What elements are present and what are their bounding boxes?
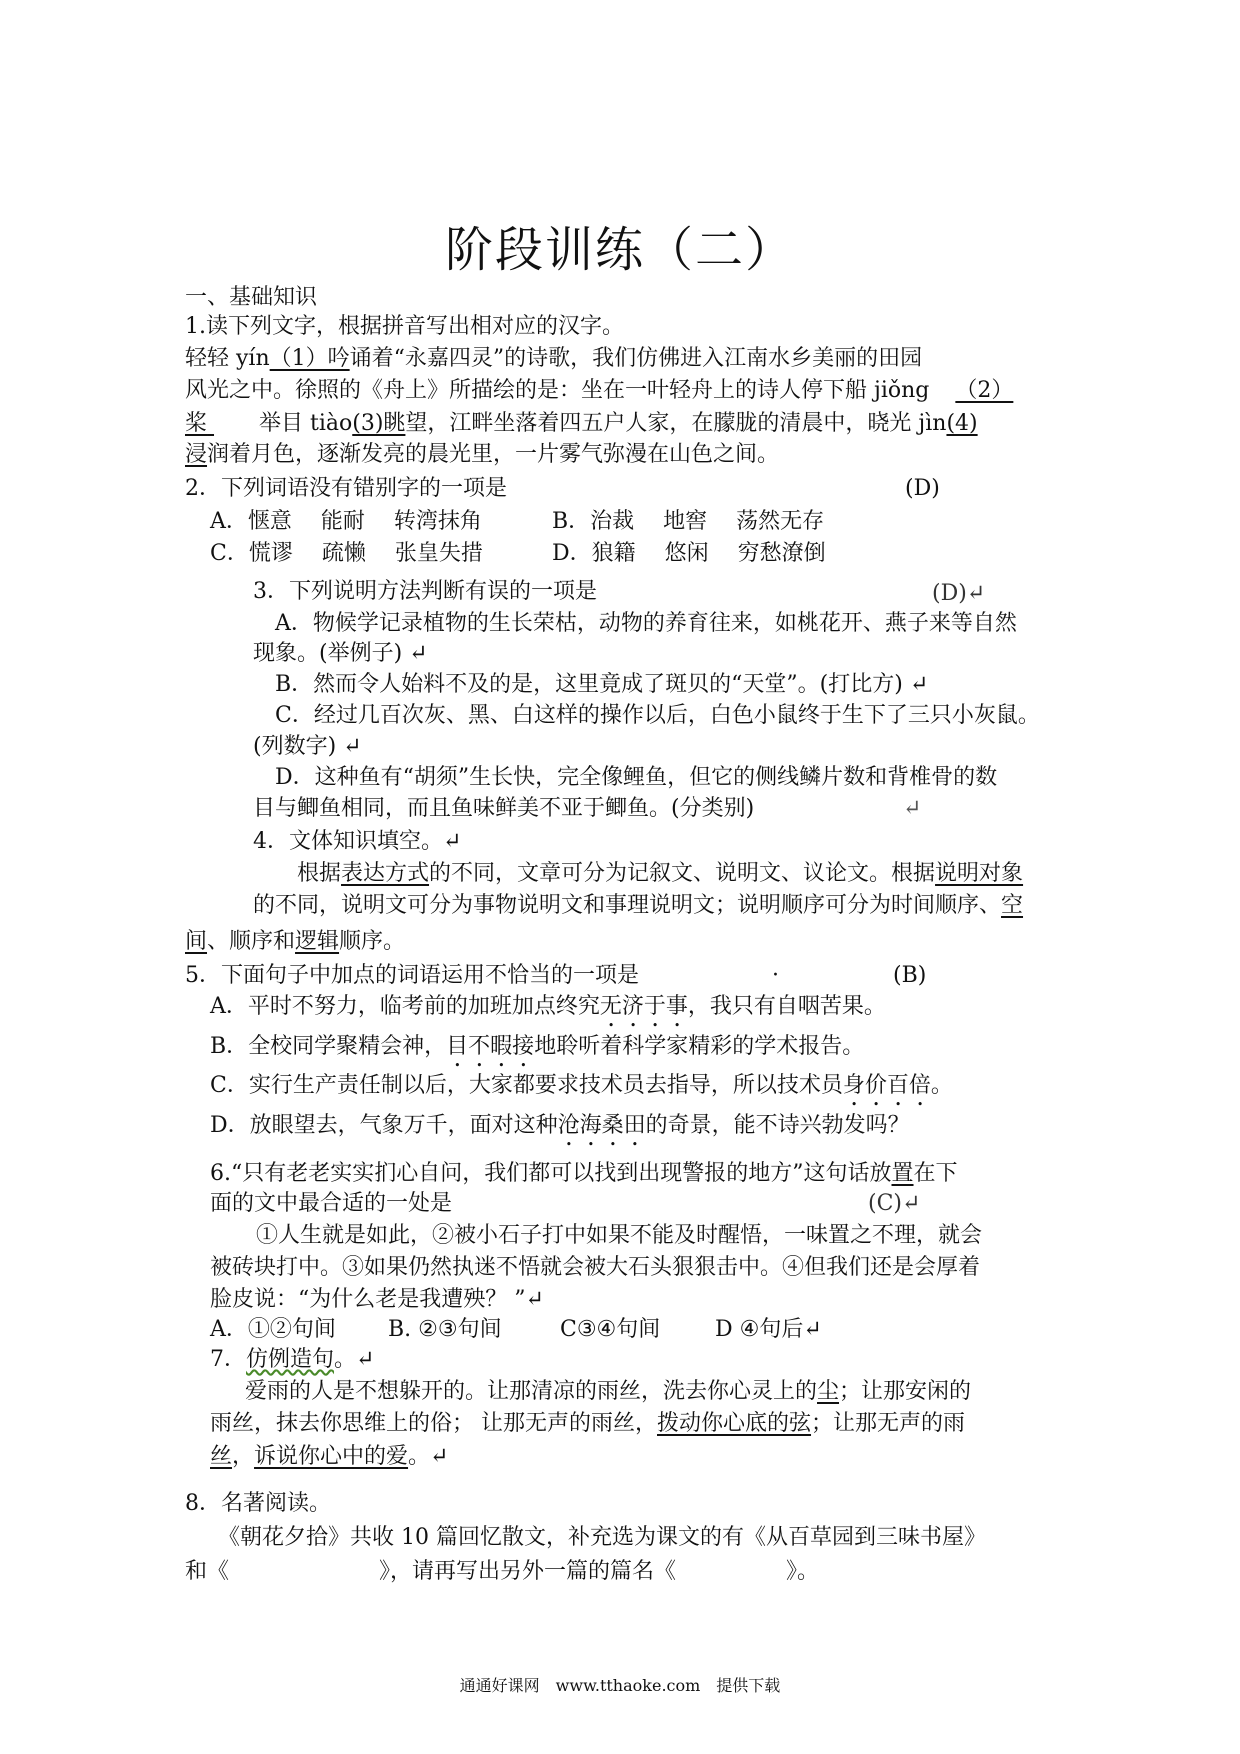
q6-line-2: 面的文中最合适的一处是 — [210, 1191, 453, 1216]
q4-l3-b: 、顺序和 — [207, 929, 296, 954]
q5-stem: 5．下面句子中加点的词语运用不恰当的一项是 — [185, 963, 639, 988]
q7-line-1 — [245, 1378, 971, 1406]
q1-l4-b: 润着月色，逐渐发亮的晨光里，一片雾气弥漫在山色之间。 — [207, 442, 780, 467]
q1-l3-b: 举目 tiào — [259, 411, 353, 436]
q6-l1-a: 6.“只有老老实实扪心自问，我们都可以找到出现警报的地方”这句话放 — [210, 1161, 892, 1186]
q6-line-1 — [210, 1160, 958, 1188]
q7-l1-a: 爱雨的人是不想躲开的。让那清凉的雨丝，洗去你心灵上的 — [245, 1379, 818, 1404]
q7-line-3 — [210, 1443, 448, 1471]
q4-answer-3b: 间 — [185, 929, 208, 954]
q1-line-3 — [185, 410, 978, 438]
q3-option-a-line-1: A．物候学记录植物的生长荣枯，动物的养育往来，如桃花开、燕子来等自然 — [275, 611, 1017, 636]
q7-stem-num: 7． — [210, 1347, 246, 1372]
q5-option-b — [210, 1033, 864, 1072]
page-title: 阶段训练（二） — [444, 222, 795, 278]
q8-l2-c: 》。 — [786, 1559, 820, 1584]
q4-l1-a: 根据 — [297, 861, 342, 886]
q8-l2-b: 》，请再写出另外一篇的篇名《 — [379, 1559, 677, 1584]
q7-answer-1: 拨动你心底的弦 — [657, 1411, 812, 1436]
q6-option-b: B. ②③句间 — [388, 1317, 502, 1342]
q6-option-a: A．①②句间 — [210, 1317, 336, 1342]
q6-option-d: D ④句后↵ — [715, 1317, 822, 1342]
q5-option-c — [210, 1072, 953, 1111]
q4-answer-1: 表达方式 — [341, 861, 430, 886]
q5-a-dotted: 无济于事 — [599, 994, 688, 1019]
q8-line-1: 《朝花夕拾》共收 10 篇回忆散文，补充选为课文的有《从百草园到三味书屋》 — [218, 1525, 986, 1550]
q6-passage-line-2: 被砖块打中。③如果仍然执迷不悟就会被大石头狠狠击中。④但我们还是会厚着 — [210, 1255, 981, 1280]
q8-l2-a: 和《 — [185, 1559, 230, 1584]
q2-option-c: C．慌谬 疏懒 张皇失措 — [210, 541, 483, 566]
q3-option-c-line-2: (列数字) ↵ — [253, 734, 362, 759]
q1-answer-2-blank — [207, 410, 247, 438]
q5-c-dotted: 身价百倍 — [842, 1073, 931, 1098]
q7-l2-a: 雨丝，抹去你思维上的俗； 让那无声的雨丝， — [210, 1411, 657, 1436]
q7-stem-end: 。↵ — [334, 1347, 375, 1372]
q6-passage-line-1: ①人生就是如此，②被小石子打中如果不能及时醒悟，一味置之不理，就会 — [256, 1223, 983, 1248]
q7-stem — [210, 1346, 374, 1374]
q8-line-2 — [185, 1558, 819, 1586]
q5-a-post: ，我只有自咽苦果。 — [687, 994, 886, 1019]
q1-answer-3: (3)眺 — [352, 411, 406, 436]
q2-stem: 2．下列词语没有错别字的一项是 — [185, 476, 507, 501]
q1-line-1 — [185, 345, 922, 373]
q1-line-2 — [185, 377, 1013, 405]
q1-l3-d: 望，江畔坐落着四五户人家，在朦胧的清晨中，晓光 jìn — [405, 411, 947, 436]
q3-return-mark: ↵ — [903, 796, 922, 821]
q3-option-d-line-1: D．这种鱼有“胡须”生长快，完全像鲤鱼，但它的侧线鳞片数和背椎骨的数 — [275, 765, 998, 790]
q5-b-pre: B．全校同学聚精会神， — [210, 1034, 447, 1059]
q6-option-c: C③④句间 — [560, 1317, 661, 1342]
q8-stem: 8．名著阅读。 — [185, 1491, 331, 1516]
q3-answer: (D)↵ — [932, 581, 986, 606]
q1-l1-c: 诵着“永嘉四灵”的诗歌，我们仿佛进入江南水乡美丽的田园 — [349, 346, 923, 371]
q1-answer-2: 桨 — [185, 411, 208, 436]
q5-b-dotted: 目不暇接 — [446, 1034, 535, 1059]
q4-line-3 — [185, 928, 405, 956]
q3-option-d-line-2: 目与鲫鱼相同，而且鱼味鲜美不亚于鲫鱼。(分类别) — [253, 796, 755, 821]
q6-l1-c: 在下 — [913, 1161, 958, 1186]
q6-passage-line-3: 脸皮说：“为什么老是我遭殃？ ”↵ — [210, 1287, 544, 1312]
q7-line-2 — [210, 1410, 965, 1438]
q4-l3-d: 顺序。 — [339, 929, 406, 954]
q3-option-b: B．然而令人始料不及的是，这里竟成了斑贝的“天堂”。(打比方) ↵ — [275, 672, 929, 697]
q4-answer-2: 说明对象 — [935, 861, 1024, 886]
q7-l1-b: 尘 — [817, 1379, 840, 1404]
q1-answer-1: （1）吟 — [269, 346, 350, 371]
q2-option-b: B．治裁 地窖 荡然无存 — [552, 509, 825, 534]
q1-blank-2: （2） — [955, 378, 1014, 403]
q6-l1-b: 置 — [891, 1161, 914, 1186]
q4-l1-c: 的不同，文章可分为记叙文、说明文、议论文。根据 — [429, 861, 936, 886]
q7-l1-c: ；让那安闲的 — [839, 1379, 972, 1404]
q2-answer: (D) — [905, 476, 940, 501]
q4-line-2 — [253, 892, 1023, 920]
q7-answer-2: 诉说你心中的爱 — [254, 1444, 409, 1469]
q5-d-dotted: 沧海桑田 — [557, 1113, 646, 1138]
q4-l2-a: 的不同，说明文可分为事物说明文和事理说明文；说明顺序可分为时间顺序、 — [253, 893, 1002, 918]
q5-b-post: 地聆听着科学家精彩的学术报告。 — [534, 1034, 865, 1059]
q5-a-pre: A．平时不努力，临考前的加班加点终究 — [210, 994, 600, 1019]
q3-option-c-line-1: C．经过几百次灰、黑、白这样的操作以后，白色小鼠终于生下了三只小灰鼠。 — [275, 703, 1040, 728]
q3-stem: 3．下列说明方法判断有误的一项是 — [253, 579, 597, 604]
q5-option-a — [210, 993, 886, 1032]
q5-d-pre: D．放眼望去，气象万千，面对这种 — [210, 1113, 558, 1138]
section-heading: 一、基础知识 — [185, 285, 318, 310]
q5-answer: (B) — [893, 963, 927, 988]
q1-l2-a: 风光之中。徐照的《舟上》所描绘的是：坐在一叶轻舟上的诗人停下船 jiǒng — [185, 378, 930, 403]
q5-option-d — [210, 1112, 910, 1151]
q3-option-a-line-2: 现象。(举例子) ↵ — [253, 641, 428, 666]
q7-l2-c: ；让那无声的雨 — [811, 1411, 966, 1436]
q4-stem: 4．文体知识填空。↵ — [253, 829, 462, 854]
q2-option-d: D．狼籍 悠闲 穷愁潦倒 — [552, 541, 826, 566]
q5-d-post: 的奇景，能不诗兴勃发吗？ — [645, 1113, 910, 1138]
q4-line-1 — [297, 860, 1023, 888]
q7-l3-a: 丝 — [210, 1444, 233, 1469]
q6-answer: (C)↵ — [868, 1191, 921, 1216]
q1-answer-4: 浸 — [185, 442, 208, 467]
q1-l1-a: 轻轻 yín — [185, 346, 270, 371]
q1-blank-4: (4) — [946, 411, 978, 436]
q7-stem-label: 仿例造句 — [246, 1347, 335, 1372]
q2-option-a: A．惬意 能耐 转湾抹角 — [210, 509, 482, 534]
q4-answer-3a: 空 — [1001, 893, 1024, 918]
q1-stem: 1.读下列文字，根据拼音写出相对应的汉字。 — [185, 314, 624, 339]
page-footer: 通通好课网 www.tthaoke.com 提供下载 — [459, 1676, 781, 1695]
q4-answer-4: 逻辑 — [295, 929, 340, 954]
q7-l3-d: 。↵ — [408, 1444, 449, 1469]
q5-c-post: 。 — [930, 1073, 953, 1098]
q5-c-pre: C．实行生产责任制以后，大家都要求技术员去指导，所以技术员 — [210, 1073, 843, 1098]
q7-l3-b: ， — [232, 1444, 255, 1469]
q5-dot: · — [772, 963, 779, 988]
q1-line-4 — [185, 441, 779, 469]
